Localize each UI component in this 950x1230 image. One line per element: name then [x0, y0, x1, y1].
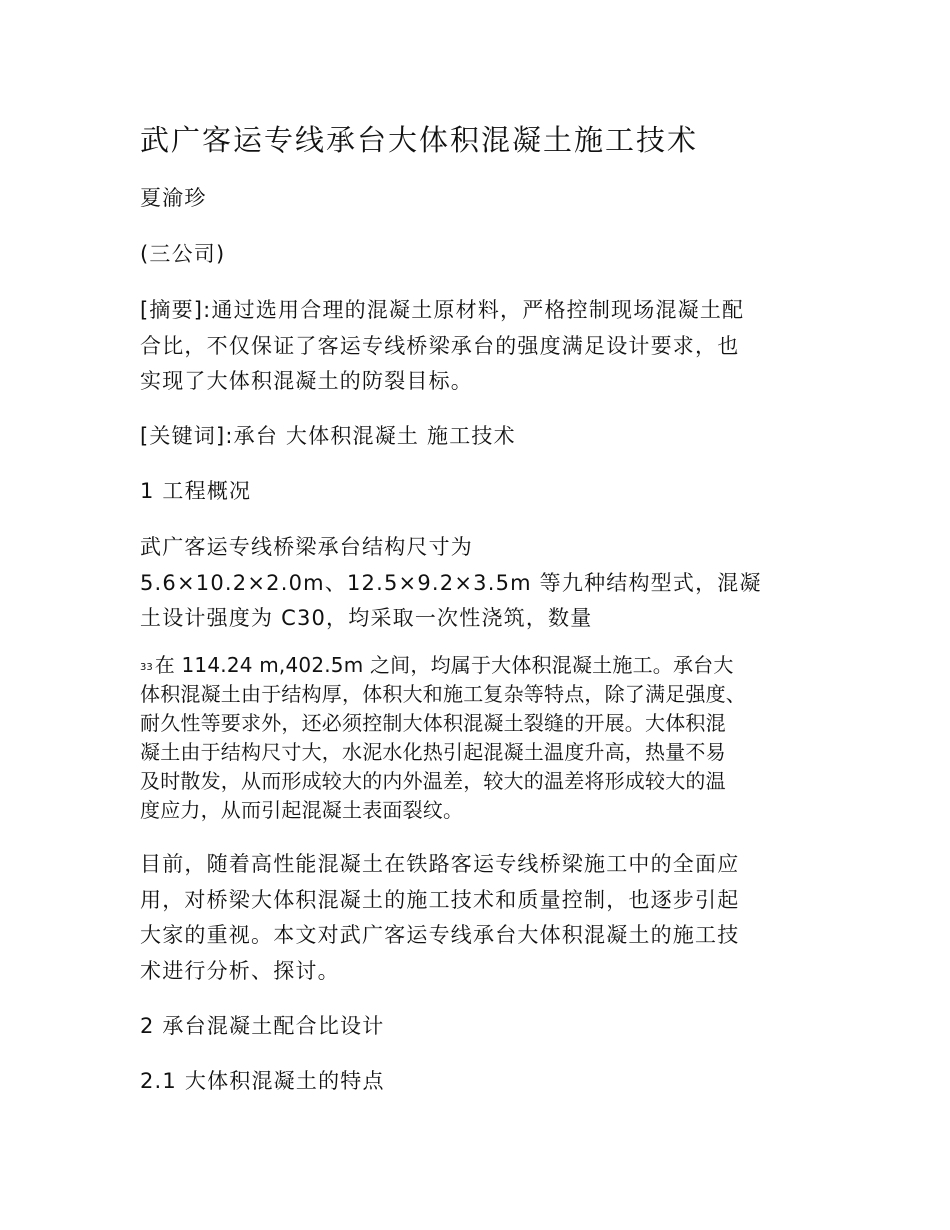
author-name: 夏渝珍 — [140, 186, 207, 210]
paragraph-line: 及时散发，从而形成较大的内外温差，较大的温差将形成较大的温 — [140, 769, 726, 793]
paragraph-line: 土设计强度为 C30，均采取一次性浇筑，数量 — [140, 606, 593, 630]
superscript-marker: 33 — [140, 662, 153, 673]
keywords: [关键词]:承台 大体积混凝土 施工技术 — [140, 424, 516, 448]
paragraph-line: 耐久性等要求外，还必须控制大体积混凝土裂缝的开展。大体积混 — [140, 711, 726, 735]
paragraph-line: 目前，随着高性能混凝土在铁路客运专线桥梁施工中的全面应 — [140, 852, 740, 876]
paragraph-line: 用，对桥梁大体积混凝土的施工技术和质量控制，也逐步引起 — [140, 888, 740, 912]
section-heading: 2 承台混凝土配合比设计 — [140, 1014, 385, 1038]
paragraph-line: 体积混凝土由于结构厚，体积大和施工复杂等特点，除了满足强度、 — [140, 682, 746, 706]
paragraph-line: 度应力，从而引起混凝土表面裂纹。 — [140, 798, 464, 822]
abstract-line: 实现了大体积混凝土的防裂目标。 — [140, 369, 473, 393]
subsection-heading: 2.1 大体积混凝土的特点 — [140, 1069, 385, 1093]
abstract-line: 合比，不仅保证了客运专线桥梁承台的强度满足设计要求，也 — [140, 334, 740, 358]
paragraph-line: 武广客运专线桥梁承台结构尺寸为 — [140, 535, 473, 559]
paragraph-line: 5.6×10.2×2.0m、12.5×9.2×3.5m 等九种结构型式，混凝 — [140, 571, 762, 595]
paragraph-line: 凝土由于结构尺寸大，水泥水化热引起混凝土温度升高，热量不易 — [140, 740, 726, 764]
paragraph-line-text: 在 114.24 m,402.5m 之间，均属于大体积混凝土施工。承台大 — [154, 653, 734, 677]
paragraph-line: 大家的重视。本文对武广客运专线承台大体积混凝土的施工技 — [140, 923, 740, 947]
abstract-line: [摘要]:通过选用合理的混凝土原材料，严格控制现场混凝土配 — [140, 298, 745, 322]
document-title: 武广客运专线承台大体积混凝土施工技术 — [140, 123, 699, 157]
section-heading: 1 工程概况 — [140, 479, 252, 503]
affiliation: (三公司) — [140, 242, 226, 266]
paragraph-line — [140, 655, 734, 675]
paragraph-line: 术进行分析、探讨。 — [140, 959, 340, 983]
document-page — [140, 0, 820, 1230]
